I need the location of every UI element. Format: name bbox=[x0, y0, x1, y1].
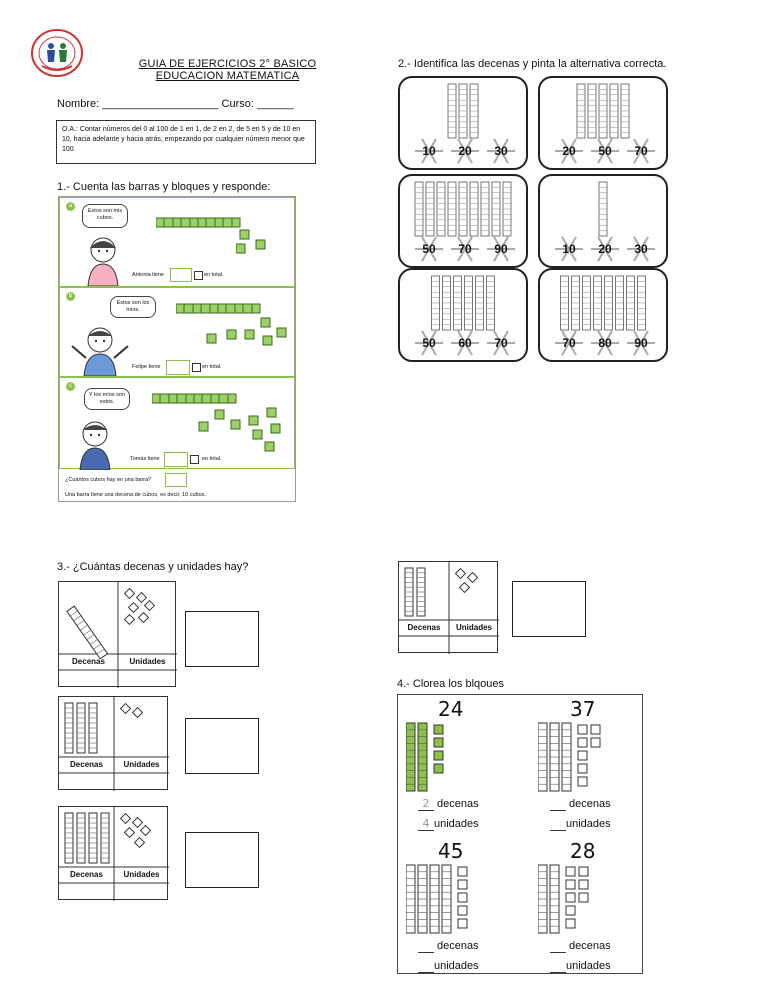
name-course-line[interactable]: Nombre: ___________________ Curso: ______ bbox=[57, 98, 294, 110]
speech-bubble: Estos son mis cubos. bbox=[82, 204, 128, 228]
ten-bars-group bbox=[400, 274, 526, 334]
ex2-option[interactable]: 50 bbox=[598, 144, 612, 158]
ex4-blocks[interactable] bbox=[538, 721, 658, 795]
ex2-option[interactable]: 70 bbox=[634, 144, 648, 158]
decenas-answer-line[interactable]: 2 decenas bbox=[418, 797, 479, 811]
ex2-card-4 bbox=[538, 174, 668, 268]
decenas-header: Decenas bbox=[407, 623, 441, 632]
ten-bar bbox=[152, 392, 238, 404]
answer-suffix: en total. bbox=[202, 364, 222, 370]
unidades-answer-line[interactable]: unidades bbox=[550, 817, 611, 831]
worksheet-title: GUIA DE EJERCICIOS 2° BASICO EDUCACION MATEMATICA bbox=[138, 58, 317, 82]
ex2-option[interactable]: 10 bbox=[422, 144, 436, 158]
ten-bars-group bbox=[540, 82, 666, 142]
ex3-table-1 bbox=[58, 581, 176, 687]
ex3-answer-box-2[interactable] bbox=[185, 718, 259, 774]
ex3-table-4 bbox=[398, 561, 498, 653]
answer-prefix: Felipe tiene bbox=[132, 364, 161, 370]
decenas-answer-line[interactable]: decenas bbox=[550, 939, 611, 953]
child-illustration bbox=[70, 324, 130, 376]
panel-badge: a bbox=[66, 202, 75, 211]
learning-objective-box: O.A.: Contar números del 0 al 100 de 1 en 1, de 2 en 2, de 5 en 5 y de 10 en 10, hacia adelante y hacia atrás, empezando por cualquier número menor que 100. bbox=[56, 120, 316, 164]
ten-bars-group bbox=[540, 274, 666, 334]
unidades-answer-line[interactable]: unidades bbox=[418, 959, 479, 973]
ex1-note: Una barra tiene una decena de cubos, es decir, 10 cubos. bbox=[65, 492, 206, 498]
ex2-option[interactable]: 90 bbox=[494, 242, 508, 256]
answer-box-b[interactable] bbox=[166, 360, 190, 375]
unidades-header: Unidades bbox=[129, 657, 166, 666]
ex2-option[interactable]: 20 bbox=[598, 242, 612, 256]
ten-bar bbox=[156, 216, 242, 228]
unidades-header: Unidades bbox=[455, 623, 492, 632]
ex4-number: 24 bbox=[438, 697, 464, 721]
cube-icon bbox=[190, 455, 199, 464]
ex2-card-3 bbox=[398, 174, 528, 268]
ex3-table-2 bbox=[58, 696, 168, 790]
ex2-option[interactable]: 50 bbox=[422, 242, 436, 256]
ex3-answer-box-1[interactable] bbox=[185, 611, 259, 667]
ex2-option[interactable]: 10 bbox=[562, 242, 576, 256]
unidades-answer-line[interactable]: 4 unidades bbox=[418, 817, 479, 831]
ten-bars-group bbox=[540, 180, 666, 240]
ex2-option[interactable]: 60 bbox=[458, 336, 472, 350]
school-logo bbox=[30, 28, 84, 78]
unidades-header: Unidades bbox=[123, 870, 160, 879]
ex4-number: 28 bbox=[570, 839, 596, 863]
ex1-panel-b bbox=[59, 287, 295, 377]
child-illustration bbox=[72, 418, 118, 470]
ex2-card-5 bbox=[398, 268, 528, 362]
ex2-option[interactable]: 70 bbox=[562, 336, 576, 350]
ex2-card-6 bbox=[538, 268, 668, 362]
ex1-box bbox=[58, 196, 296, 502]
cube-icon bbox=[194, 271, 203, 280]
decenas-header: Decenas bbox=[70, 760, 103, 769]
ex3-answer-box-4[interactable] bbox=[512, 581, 586, 637]
ex1-panel-a bbox=[59, 197, 295, 287]
ex4-blocks[interactable] bbox=[406, 863, 526, 937]
decenas-answer-line[interactable]: decenas bbox=[550, 797, 611, 811]
answer-suffix: en total. bbox=[202, 456, 222, 462]
decenas-header: Decenas bbox=[72, 657, 105, 666]
ex2-option[interactable]: 20 bbox=[458, 144, 472, 158]
ten-bars-group bbox=[400, 180, 526, 240]
panel-badge: c bbox=[66, 382, 75, 391]
answer-box-a[interactable] bbox=[170, 268, 192, 282]
unidades-answer-line[interactable]: unidades bbox=[550, 959, 611, 973]
ex2-card-2 bbox=[538, 76, 668, 170]
answer-prefix: Antonia tiene bbox=[132, 272, 165, 278]
ex2-option[interactable]: 50 bbox=[422, 336, 436, 350]
ex4-number: 45 bbox=[438, 839, 464, 863]
answer-box-c[interactable] bbox=[164, 452, 188, 467]
ex2-option[interactable]: 30 bbox=[494, 144, 508, 158]
speech-bubble: Estos son los míos. bbox=[110, 296, 156, 318]
answer-box-bar[interactable] bbox=[165, 473, 187, 487]
child-illustration bbox=[80, 234, 126, 286]
ten-bars-group bbox=[400, 82, 526, 142]
ex4-blocks[interactable] bbox=[406, 721, 526, 795]
decenas-answer-line[interactable]: decenas bbox=[418, 939, 479, 953]
ex2-option[interactable]: 90 bbox=[634, 336, 648, 350]
unit-cubes bbox=[205, 316, 295, 350]
ex2-option[interactable]: 70 bbox=[458, 242, 472, 256]
ex2-card-1 bbox=[398, 76, 528, 170]
ex2-option[interactable]: 30 bbox=[634, 242, 648, 256]
answer-prefix: Tomás tiene bbox=[130, 456, 160, 462]
ex4-blocks[interactable] bbox=[538, 863, 658, 937]
unit-cubes bbox=[236, 228, 276, 258]
ex1-title: 1.- Cuenta las barras y bloques y responde: bbox=[57, 181, 271, 193]
ex3-title: 3.- ¿Cuántas decenas y unidades hay? bbox=[57, 561, 249, 573]
speech-bubble: Y los míos son estos. bbox=[84, 388, 130, 410]
ex2-option[interactable]: 20 bbox=[562, 144, 576, 158]
ex3-table-3 bbox=[58, 806, 168, 900]
ex2-option[interactable]: 80 bbox=[598, 336, 612, 350]
ten-bars bbox=[176, 302, 262, 314]
ex1-question: ¿Cuántos cubos hay en una barra? bbox=[65, 477, 152, 483]
ex4-title: 4.- Clorea los blqoues bbox=[397, 678, 505, 690]
panel-badge: b bbox=[66, 292, 75, 301]
decenas-header: Decenas bbox=[70, 870, 103, 879]
ex4-number: 37 bbox=[570, 697, 596, 721]
unidades-header: Unidades bbox=[123, 760, 160, 769]
cube-icon bbox=[192, 363, 201, 372]
ex3-answer-box-3[interactable] bbox=[185, 832, 259, 888]
unit-cubes bbox=[195, 406, 285, 456]
ex1-panel-c bbox=[59, 377, 295, 469]
ex2-title: 2.- Identifica las decenas y pinta la alternativa correcta. bbox=[398, 58, 667, 70]
ex2-option[interactable]: 70 bbox=[494, 336, 508, 350]
ex4-box bbox=[397, 694, 643, 974]
answer-suffix: en total. bbox=[204, 272, 224, 278]
